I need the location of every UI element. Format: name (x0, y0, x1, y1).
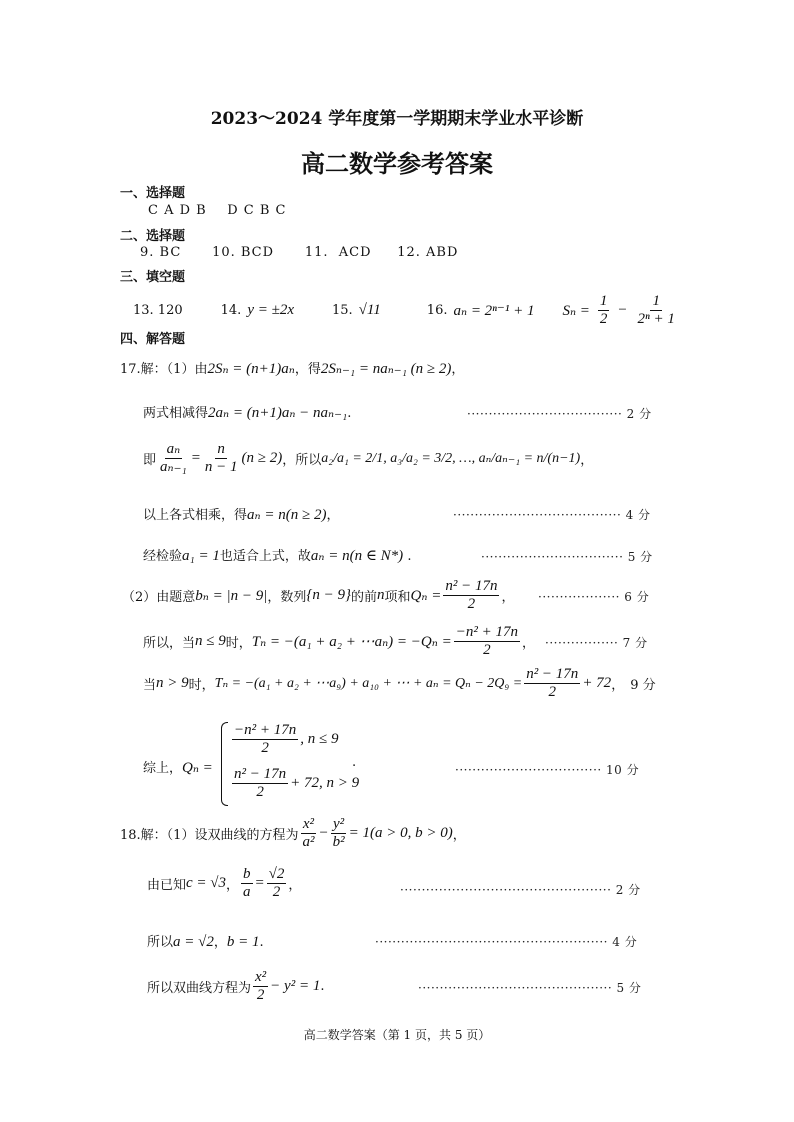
page-subtitle: 高二数学参考答案 (301, 149, 493, 178)
section-heading-1: 一、选择题 (120, 186, 186, 201)
p17-case1: $\frac{\text{−n² + 17n}}{2}$ , n ≤ 9 (234, 722, 339, 757)
score-mark: ···································· 2 分 (467, 407, 652, 421)
p18-line2: 由已知 c = √3 ， $\frac{b}{a}$ = $\frac{√2}{2}$ ， (147, 866, 302, 901)
score-mark: ··················· 6 分 (538, 590, 650, 604)
score-mark: ································· 5 分 (481, 550, 653, 564)
p18-line4: 所以双曲线方程为 $\frac{\text{x²}}{2}$ − y² = 1 . (147, 969, 325, 1004)
p17-line6: （2）由题意 bₙ = |n − 9| ，数列 {n − 9} 的前 n 项和 Qₙ = $\frac{\text{n² − 17n}}{2}$ ， (122, 578, 515, 613)
answer-14: y = ±2x (247, 302, 294, 319)
case-brace (221, 722, 228, 806)
p17-line1: 17.解：（1）由2Sₙ = (n+1)aₙ，得2Sₙ₋₁ = naₙ₋₁ (n ≥ 2)， (120, 361, 465, 377)
multi-choice-answers: 9. BC 10. BCD 11. ACD 12. ABD (140, 245, 459, 260)
answer-16-label: 16. (426, 303, 448, 319)
p17-line5: 经检验a₁ = 1也适合上式，故aₙ = n(n ∈ N*) . (143, 548, 412, 564)
page-title: 2023～2024 学年度第一学期期末学业水平诊断 (210, 109, 584, 129)
p17-line2: 两式相减得2aₙ = (n+1)aₙ − naₙ₋₁. (143, 405, 352, 421)
score-mark: ················································· 2 分 (400, 883, 641, 897)
score-mark: ······································· 4 分 (453, 508, 651, 522)
p18-line3: 所以a = √2，b = 1. (147, 934, 264, 950)
answer-14-label: 14. (220, 303, 242, 319)
section-heading-4: 四、解答题 (120, 332, 186, 347)
section-heading-3: 三、填空题 (120, 270, 186, 285)
fill-answers: 13. 120 14. y = ±2x 15. √11 16. aₙ = 2ⁿ⁻¹ + 1 Sₙ = $\frac{1}{2}$ − $\frac{1}{\text{2ⁿ + 1}}$ (133, 293, 675, 328)
choice-answers: C A D B D C B C (148, 203, 287, 218)
p17-line9-label: 综上，Qₙ = (143, 760, 213, 776)
fraction: $\frac{1}{2}$ (599, 293, 608, 328)
p17-line9-end: . (352, 755, 357, 770)
p18-line1: 18.解：（1）设双曲线的方程为 $\frac{\text{x²}}{\text{a²}}$ − $\frac{\text{y²}}{\text{b²}}$ = 1(a > 0, b > 0) ， (120, 816, 466, 851)
p17-line3: 即 $\frac{\text{aₙ}}{\text{aₙ₋₁}}$ = $\frac{n}{n - 1}$ (n ≥ 2) ，所以 a₂/a₁ = 2/1, a₃/a₂ = 3/2, …, aₙ/aₙ₋₁ = n/(n−1) ， (143, 441, 594, 476)
page-footer: 高二数学答案（第 1 页，共 5 页） (303, 1028, 491, 1042)
answer-15-label: 15. (331, 303, 353, 319)
score-mark: ·································· 10 分 (455, 763, 640, 777)
p17-case2: $\frac{\text{n² − 17n}}{2}$ + 72, n > 9 (234, 766, 360, 801)
p17-line7: 所以，当 n ≤ 9 时， Tₙ = −(a₁ + a₂ + ⋯aₙ) = −Qₙ = $\frac{\text{−n² + 17n}}{2}$ ， (143, 624, 535, 659)
p17-line8: 当 n > 9 时， Tₙ = −(a₁ + a₂ + ⋯a₉) + a₁₀ + ⋯ + aₙ = Qₙ − 2Q₉ = $\frac{\text{n² − 17n}}{2}$ + 72 ， 9 分 (143, 666, 656, 701)
section-heading-2: 二、选择题 (120, 229, 186, 244)
score-mark: ······················································ 4 分 (375, 935, 638, 949)
answer-15: √11 (358, 302, 381, 319)
p17-line4: 以上各式相乘，得aₙ = n(n ≥ 2)， (143, 507, 340, 523)
fraction: $\frac{1}{\text{2ⁿ + 1}}$ (637, 293, 675, 328)
answer-16a: aₙ = 2ⁿ⁻¹ + 1 (453, 303, 535, 320)
score-mark: ················· 7 分 (545, 636, 648, 650)
score-mark: ············································· 5 分 (418, 981, 642, 995)
answer-13: 13. 120 (133, 303, 183, 319)
answer-16b: Sₙ = (562, 303, 590, 320)
